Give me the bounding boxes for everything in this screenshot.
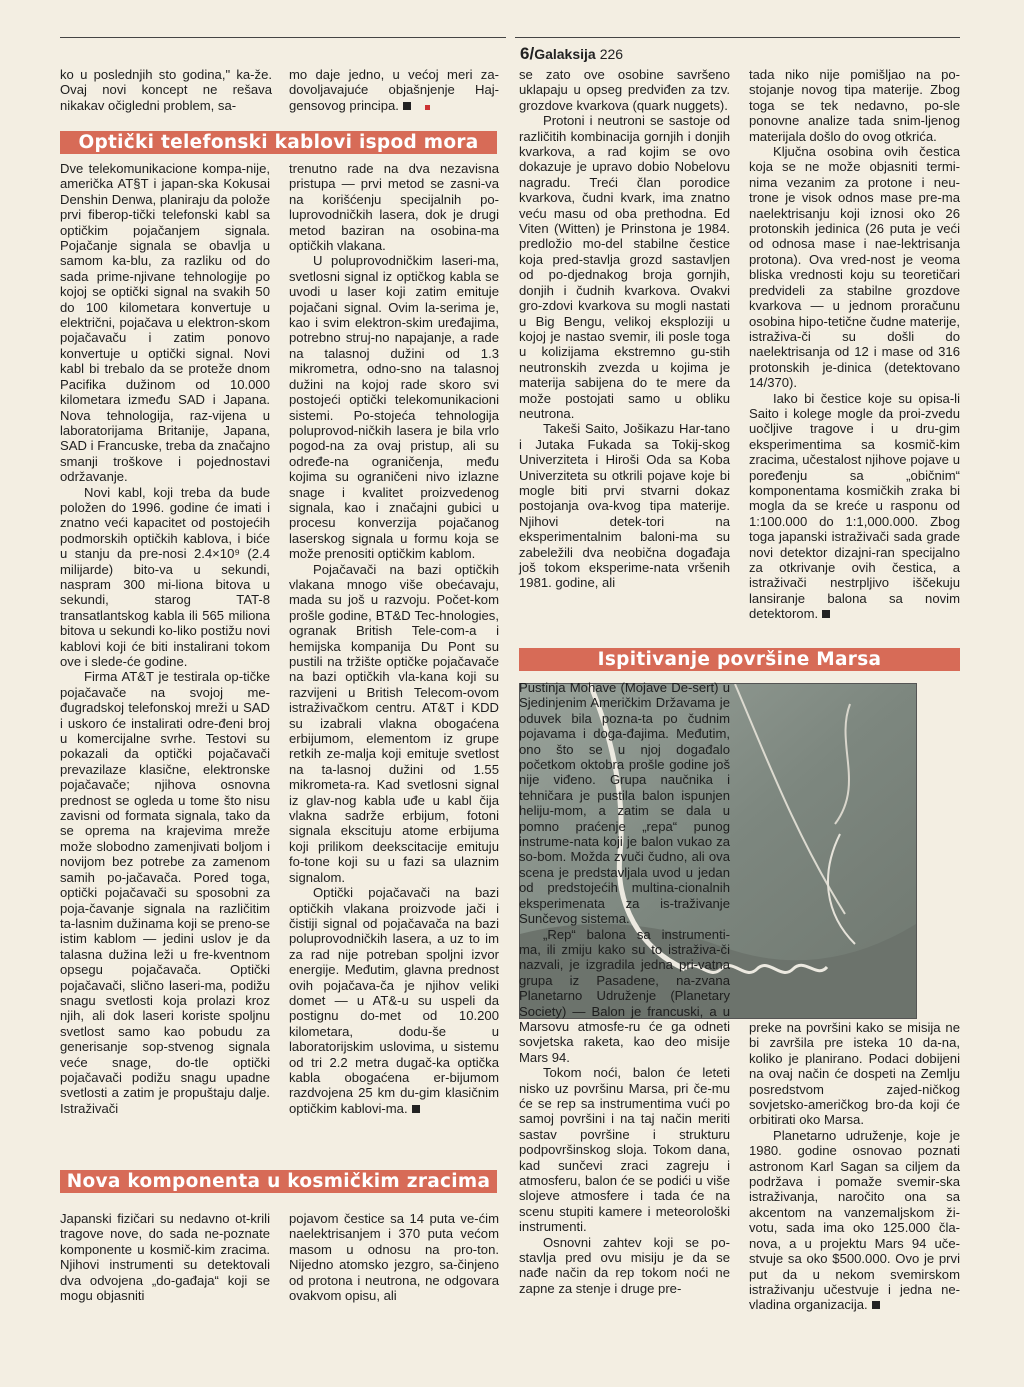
- end-mark: [403, 102, 411, 110]
- magazine-name: Galaksija: [534, 46, 596, 62]
- paragraph: Osnovni zahtev koji se po-stavlja pred ovu misiju je da se nađe način da rep tokom noći ne zapne za stenje i druge pre-: [519, 1234, 730, 1296]
- article2-col1: [60, 161, 270, 1116]
- paragraph: Firma AT&T je testirala op-tičke pojačavače na svojoj me-đugradskoj telefonskoj mreži u SAD i uskoro će instalirati odre-đeni broj u komercijalne svrhe. Testovi su pokazali da optički pojačavači prevazilaze klasične, elektronske pojačavače; njihova osnovna prednost se ogleda u tome što nisu zavisni od formata signala, tako da se oprema na krajevima mreže može slobodno zamenjivati boljom i novijom bez potrebe za zamenom samih po-jačavača. Pored toga, optički pojačavači su sposobni za poja-čavanje signala na različitim ta-lasnim dužinama koji se preno-se istim kablom — jedini uslov je da talasna dužina leži u fre-kventnom opsegu pojačavača. Optički pojačavači, slično laseri-ma, podižu snagu svetlosti koja prolazi kroz njih, ali dok laseri koriste spoljnu svetlost samo kao pobudu za generisanje sop-stvenog signala veće snage, do-tle optički pojačavači podižu snagu upadne svetlosti a zatim je propuštaju dalje. Istraživači: [60, 669, 270, 1116]
- article1-col1: [60, 67, 272, 113]
- top-rule-right: [515, 37, 960, 38]
- paragraph: U poluprovodničkim laseri-ma, svetlosni signal iz optičkog kabla se uvodi u laser koji zatim emituje pojačani signal. Ovim la-serima je, kao i svim elektron-skim uređajima, potrebno struj-no napajanje, a rade na talasnoj dužini od 1.3 mikrometra, odno-sno na talasnoj dužini na kojoj rade skoro svi postojeći optički telekomunikacioni sistemi. Po-stojeća tehnologija poluprovod-ničkih lasera je bila vrlo pogod-na za ovaj pristup, ali su određe-na ograničenja, među kojima su ograničeni nivo izlazne snage i kvalitet proizvedenog signala, kao i značajni gubici u procesu konverzija pojačanog laserskog signala u formu koja se može prenositi optičkim kablom.: [289, 253, 499, 562]
- end-mark: [412, 1105, 420, 1113]
- paragraph-text: Optički pojačavači na bazi optičkih vlakana proizvode jači i čistiji signal od pojačavača na bazi poluprovodničkih lasera, a uz to im za rad nije potreban spoljni izvor energije. Međutim, glavna prednost ovih pojačava-ča je njihov veliki domet — u AT&-u su uspeli da postignu do-met od 10.200 kilometara, dodu-še u laboratorijskim uslovima, u sistemu od tri 2.2 metra dugač-ka optička kabla obogaćena er-bijumom razdvojena 25 km du-gim klasičnim optičkim kablovi-ma.: [289, 885, 499, 1116]
- headline-banner-optical-cables: [60, 131, 497, 154]
- paragraph-end: [289, 67, 499, 113]
- headline-banner-mars: [519, 648, 960, 671]
- article1-col2: [289, 67, 499, 113]
- page-number: 226: [599, 46, 624, 62]
- paragraph-end: [749, 391, 960, 622]
- headline-text: Nova komponenta u kosmičkim zracima: [66, 1171, 491, 1192]
- paragraph: se zato ove osobine savršeno uklapaju u opseg predviđen za tzv. grozdove kvarkova (quark nuggets).: [519, 67, 730, 113]
- article3-col2: [289, 1211, 499, 1303]
- headline-text: Ispitivanje površine Marsa: [597, 649, 882, 670]
- paragraph-text: mo daje jedno, u većoj meri za-dovoljavajuće objašnjenje Haj-gensovog principa.: [289, 67, 499, 113]
- headline-text: Optički telefonski kablovi ispod mora: [78, 132, 479, 153]
- paragraph: preke na površini kako se misija ne bi završila pre isteka 10 da-na, koliko je planirano. Podaci dobijeni na ovaj način će dospeti na Zemlju posredstvom zajed-ničkog sovjetsko-američkog bro-da koji će orbitirati oko Marsa.: [749, 1020, 960, 1128]
- issue-number: 6/: [520, 44, 535, 63]
- paragraph-end: [749, 1128, 960, 1313]
- paragraph: Dve telekomunikacione kompa-nije, američka AT§T i japan-ska Kokusai Denshin Denwa, planiraju da polože prvi fiberop-tički telefonski kabl sa optičkim pojačanjem signala. Pojačanje signala se obavlja u samom ka-blu, za razliku od do sada prime-njivane tehnologije po kojoj se optički signal na svakih 50 do 100 kilometara konvertuje u električni, pojačava u elektron-skom pojačavaču i zatim ponovo konvertuje u optički signal. Novi kabl bi trebalo da se proteže dnom Pacifika dužinom od 10.000 kilometara između SAD i Japana. Nova tehnologija, raz-vijena u laboratorijama Britanije, Japana, SAD i Francuske, treba da značajno smanji troškove i pojednostavi održavanje.: [60, 161, 270, 485]
- paragraph: tada niko nije pomišljao na po-stojanje novog tipa materije. Zbog toga se tek nedavno, po-sle ponovne analize tada snim-ljenog materijala došlo do ovog otkrića.: [749, 67, 960, 144]
- article2-col2: [289, 161, 499, 1116]
- paragraph: ko u poslednjih sto godina," ka-že. Ovaj novi koncept ne rešava nikakav očigledni problem, sa-: [60, 67, 272, 113]
- paragraph: Takeši Saito, Jošikazu Har-tano i Jutaka Fukada sa Tokij-skog Univerziteta i Hiroši Oda sa Koba Univerziteta su otkrili pojave koje bi mogle biti prvi stvarni dokaz postojanja ova-kvog tipa materije. Njihovi detek-tori na eksperimentalnim baloni-ma su zabeležili dva neobična događaja još tokom eksperime-nata vršenih 1981. godine, ali: [519, 421, 730, 591]
- page-header: [520, 44, 623, 64]
- paragraph: Tokom noći, balon će leteti nisko uz površinu Marsa, pri če-mu će se rep sa instrumentima vući po samoj površini i na taj način meriti sastav površine i strukturu podpovršinskog sloja. Tokom dana, kad sunčevi zraci zagreju i atmosferu, balon će se podići u više slojeve atmosfere i tada će na scenu stupiti kamere i meteorološki instrumenti.: [519, 1065, 730, 1235]
- paragraph: Novi kabl, koji treba da bude položen do 1996. godine će imati i znatno veći kapacitet od postojećih podmorskih optičkih kablova, i biće u stanju da pre-nosi 2.4×10⁹ (2.4 milijarde) bito-va u sekundi, naspram 300 mi-liona bitova u sekundi, starog TAT-8 transatlantskog kabla ili 565 miliona bitova u sekundi ko-liko postižu novi kablovi koji će biti instalirani tokom ove i slede-će godine.: [60, 484, 270, 669]
- article3-col4: [749, 67, 960, 622]
- paragraph: Pustinja Mohave (Mojave De-sert) u Sjedinjenim Američkim Državama je oduvek bila pozna-ta po čudnim pojavama i doga-đajima. Međutim, ono što se u njoj događalo početkom oktobra prošle godine još nije viđeno. Grupa naučnika i tehničara je pustila balon ispunjen heliju-mom, a zatim se dala u pomno praćenje „repa“ punog instrume-nata koji je balon vukao za so-bom. Možda zvuči čudno, ali ova scena je predstavljala uvod u jedan od predstojećih multina-cionalnih eksperimenata za is-traživanje Sunčevog sistema.: [519, 680, 730, 927]
- end-mark: [872, 1301, 880, 1309]
- paragraph: pojavom čestice sa 14 puta ve-ćim naelektrisanjem i 370 puta većom masom u odnosu na pro-ton. Nijedno atomsko jezgro, sa-činjeno od protona i neutrona, ne odgovara ovakvom opisu, ali: [289, 1211, 499, 1304]
- paragraph: trenutno rade na dva nezavisna pristupa — prvi metod se zasni-va na korišćenju specijalnih po-luprovodničkih lasera, dok je drugi metod baziran na osobina-ma optičkih vlakana.: [289, 161, 499, 254]
- end-mark: [822, 610, 830, 618]
- paragraph: Ključna osobina ovih čestica koja se ne može objasniti termi-nima vezanim za protone i neu-trone je visok odnos mase pre-ma naelektrisanju koji iznosi oko 26 protonskih jedinica (26 puta je veći od odnosa mase i nae-lektrisanja protona). Ova vred-nost je veoma bliska vrednosti koju su teoretičari predvideli za stabilne grozdove kvarkova — u jednom proračunu osobina hipo-tetične čudne materije, istraživa-či su došli do naelektrisanja od 12 i mase od 316 protonskih je-dinica (detektovano 14/370).: [749, 144, 960, 391]
- paragraph-text: Iako bi čestice koje su opisa-li Saito i kolege mogle da proi-zvedu uočljive tragove i u dru-gim eksperimentima sa kosmič-kim zracima, učestalost njihove pojave u poređenju sa „običnim“ komponentama kosmičkih zraka bi mogla da se kreće u rasponu od 1:100.000 do 1:1,000.000. Zbog toga japanski istraživači sada grade novi detektor dizajni-ran specijalno za otkrivanje ovih čestica, a istraživači nestrpljivo iščekuju lansiranje balona sa novim detektorom.: [749, 390, 960, 622]
- article3-col1: [60, 1211, 270, 1303]
- paragraph-end: [289, 885, 499, 1116]
- paragraph: Protoni i neutroni se sastoje od različitih kombinacija gornjih i donjih kvarkova, a rad kojim se ovo dokazuje je upravo dobio Nobelovu nagradu. Treći član porodice kvarkova, čudni kvark, ima znatno veću masu od oba prethodna. Ed Viten (Witten) je Prinstona je 1984. predložio mo-del stabilne čestice koja pred-stavlja grozd sastavljen od po-djednakog broja gornjih, donjih i čudnih kvarkova. Ovakvi gro-zdovi kvarkova su mogli nastati u Big Bengu, velikoj eksploziji u kojoj je nastao svemir, ili posle toga u kolizijama ekstremno gu-stih neutronskih zvezda u kojima je materija sabijena do te mere da može postojati samo u obliku neutrona.: [519, 113, 730, 421]
- paragraph: Pojačavači na bazi optičkih vlakana mnogo više obećavaju, mada su još u razvoju. Počet-kom prošle godine, BT&D Tec-hnologies, ogranak British Tele-com-a i hemijska kompanija Du Pont su pustili na tržište optičke pojačavače na bazi optičkih vla-kana koji su razvijeni u British Telecom-ovom istraživačkom centru. AT&T i KDD su izabrali vlakna obogaćena erbijumom, elementom iz grupe retkih ze-malja koji emituje svetlost na ta-lasnoj dužini od 1.55 mikrometa-ra. Kad svetlosni signal iz glav-nog kabla uđe u kabl čija vlakna sadrže erbijum, fotoni signala ekscituju atome erbijuma koji prilikom deekscitacije emituju fo-tone koji su u fazi sa ulaznim signalom.: [289, 561, 499, 885]
- article4-col3: [519, 680, 730, 1296]
- article4-col4: [749, 1020, 960, 1313]
- paragraph-text: Planetarno udruženje, koje je 1980. godine osnovao poznati astronom Karl Sagan sa ciljem da podržava i pomaže svemir-ska istraživanja, naročito ona sa akcentom na vanzemaljskom ži-votu, sada ima oko 125.000 čla-nova, a u projektu Mars 94 uče-stvuje sa oko $500.000. Ovo je prvi put da u nekom svemirskom istraživanju učestvuje i jedna ne-vladina organizacija.: [749, 1127, 960, 1313]
- paragraph: Japanski fizičari su nedavno ot-krili tragove nove, do sada ne-poznate komponente u kosmič-kim zracima. Njihovi instrumenti su detektovali dva odvojena „do-gađaja“ koji se mogu objasniti: [60, 1211, 270, 1304]
- top-rule-left: [60, 37, 506, 38]
- red-mark: [425, 105, 430, 110]
- paragraph: „Rep“ balona sa instrumenti-ma, ili zmiju kako su to istraživa-či nazvali, je izgradila jedna pri-vatna grupa iz Pasadene, na-zvana Planetarno Udruženje (Planetary Society) — Balon je francuski, a u Marsovu atmosfe-ru će ga odneti sovjetska raketa, kao deo misije Mars 94.: [519, 926, 730, 1065]
- article3-col3: [519, 67, 730, 591]
- headline-banner-cosmic-rays: [60, 1170, 497, 1193]
